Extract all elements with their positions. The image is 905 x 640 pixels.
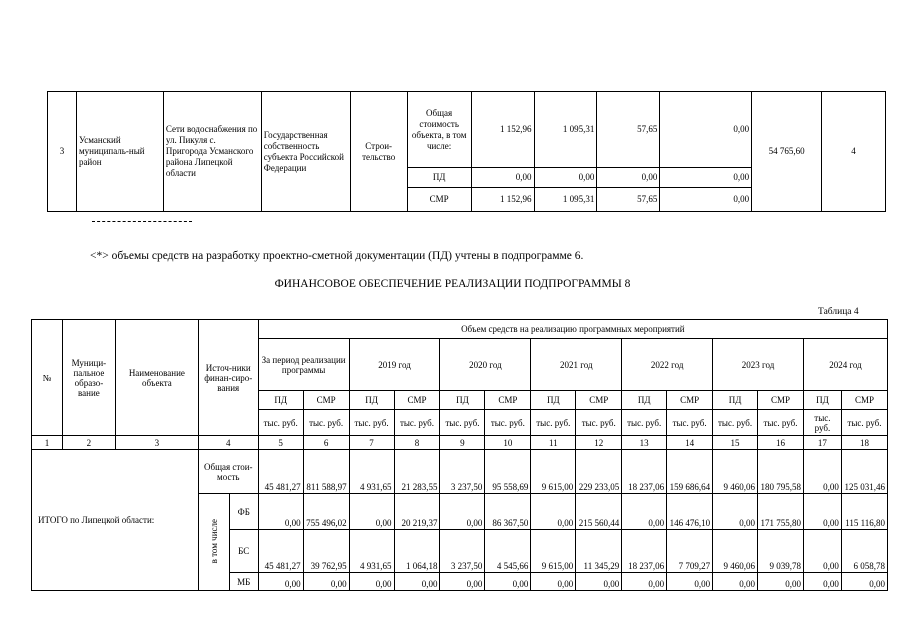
column-number: 8	[394, 436, 440, 450]
source-label: ФБ	[229, 494, 258, 530]
pd-value: 0,00	[660, 168, 752, 188]
column-number: 15	[713, 436, 758, 450]
unit-label: тыс. руб.	[349, 410, 394, 436]
sub-header-pd: ПД	[349, 391, 394, 410]
pd-value: 0,00	[534, 168, 597, 188]
column-number: 11	[531, 436, 576, 450]
source-label: МБ	[229, 573, 258, 591]
column-number: 16	[758, 436, 804, 450]
cost-value: 1 095,31	[534, 92, 597, 168]
value-cell: 18 237,06	[622, 530, 667, 573]
header-source: Источ-ники финан-сиро-вания	[198, 320, 258, 436]
value-cell: 4 931,65	[349, 450, 394, 494]
sub-header-smr: СМР	[841, 391, 887, 410]
value-cell: 0,00	[758, 573, 804, 591]
column-number: 17	[803, 436, 841, 450]
sub-header-pd: ПД	[622, 391, 667, 410]
cost-value: 1 152,96	[471, 92, 534, 168]
header-volume: Объем средств на реализацию программных мероприятий	[258, 320, 887, 339]
pd-value: 0,00	[597, 168, 660, 188]
value-cell: 0,00	[303, 573, 349, 591]
column-number: 6	[303, 436, 349, 450]
column-number: 5	[258, 436, 303, 450]
unit-label: тыс. руб.	[622, 410, 667, 436]
unit-label: тыс. руб.	[485, 410, 531, 436]
value-cell: 95 558,69	[485, 450, 531, 494]
column-number: 4	[198, 436, 258, 450]
sub-header-smr: СМР	[576, 391, 622, 410]
last-cell: 4	[822, 92, 886, 212]
value-cell: 9 460,06	[713, 530, 758, 573]
value-cell: 0,00	[485, 573, 531, 591]
column-number: 3	[115, 436, 198, 450]
period-2020: 2020 год	[440, 339, 531, 391]
value-cell: 0,00	[531, 494, 576, 530]
capacity-cell: 54 765,60	[752, 92, 822, 212]
value-cell: 21 283,55	[394, 450, 440, 494]
unit-label: тыс. руб.	[576, 410, 622, 436]
column-number: 14	[667, 436, 713, 450]
value-cell: 180 795,58	[758, 450, 804, 494]
municipality-cell: Усманский муниципаль-ный район	[76, 92, 163, 212]
smr-value: 1 095,31	[534, 188, 597, 212]
sub-header-pd: ПД	[803, 391, 841, 410]
value-cell: 811 588,97	[303, 450, 349, 494]
project-table	[47, 91, 886, 212]
value-cell: 45 481,27	[258, 450, 303, 494]
sub-header-smr: СМР	[394, 391, 440, 410]
column-number: 1	[32, 436, 63, 450]
sub-header-pd: ПД	[713, 391, 758, 410]
value-cell: 215 560,44	[576, 494, 622, 530]
value-cell: 9 615,00	[531, 450, 576, 494]
value-cell: 3 237,50	[440, 450, 485, 494]
value-cell: 159 686,64	[667, 450, 713, 494]
sub-header-smr: СМР	[303, 391, 349, 410]
value-cell: 229 233,05	[576, 450, 622, 494]
value-cell: 9 460,06	[713, 450, 758, 494]
value-cell: 0,00	[622, 494, 667, 530]
incl-label-cell	[198, 494, 229, 591]
value-cell: 0,00	[394, 573, 440, 591]
value-cell: 0,00	[349, 573, 394, 591]
header-no: №	[32, 320, 63, 436]
value-cell: 0,00	[258, 573, 303, 591]
value-cell: 0,00	[803, 494, 841, 530]
value-cell: 0,00	[531, 573, 576, 591]
value-cell: 115 116,80	[841, 494, 887, 530]
source-label: БС	[229, 530, 258, 573]
value-cell: 6 058,78	[841, 530, 887, 573]
column-number: 2	[62, 436, 115, 450]
value-cell: 7 709,27	[667, 530, 713, 573]
value-cell: 4 545,66	[485, 530, 531, 573]
value-cell: 0,00	[803, 573, 841, 591]
value-cell: 9 039,78	[758, 530, 804, 573]
total-label: ИТОГО по Липецкой области:	[32, 450, 199, 591]
value-cell: 0,00	[803, 450, 841, 494]
period-2023: 2023 год	[713, 339, 804, 391]
cost-label-cell: Общая стоимость объекта, в том числе:	[407, 92, 471, 168]
value-cell: 86 367,50	[485, 494, 531, 530]
section-title: ФИНАНСОВОЕ ОБЕСПЕЧЕНИЕ РЕАЛИЗАЦИИ ПОДПРОГРАММЫ 8	[274, 278, 631, 290]
value-cell: 0,00	[622, 573, 667, 591]
value-cell: 1 064,18	[394, 530, 440, 573]
column-number: 10	[485, 436, 531, 450]
header-municipality: Муници-пальное образо-вание	[62, 320, 115, 436]
value-cell: 0,00	[440, 573, 485, 591]
period-2024: 2024 год	[803, 339, 887, 391]
unit-label: тыс. руб.	[758, 410, 804, 436]
smr-value: 1 152,96	[471, 188, 534, 212]
smr-value: 0,00	[660, 188, 752, 212]
value-cell: 3 237,50	[440, 530, 485, 573]
value-cell: 0,00	[713, 573, 758, 591]
value-cell: 125 031,46	[841, 450, 887, 494]
unit-label: тыс. руб.	[841, 410, 887, 436]
column-number: 13	[622, 436, 667, 450]
value-cell: 0,00	[440, 494, 485, 530]
sub-header-smr: СМР	[485, 391, 531, 410]
value-cell: 146 476,10	[667, 494, 713, 530]
value-cell: 755 496,02	[303, 494, 349, 530]
period-2021: 2021 год	[531, 339, 622, 391]
smr-label: СМР	[407, 188, 471, 212]
cost-value: 0,00	[660, 92, 752, 168]
column-number: 7	[349, 436, 394, 450]
column-number: 9	[440, 436, 485, 450]
unit-label: тыс. руб.	[440, 410, 485, 436]
row-number: 3	[48, 92, 77, 212]
unit-label: тыс. руб.	[303, 410, 349, 436]
value-cell: 45 481,27	[258, 530, 303, 573]
value-cell: 0,00	[803, 530, 841, 573]
smr-value: 57,65	[597, 188, 660, 212]
value-cell: 20 219,37	[394, 494, 440, 530]
unit-label: тыс. руб.	[258, 410, 303, 436]
sub-header-smr: СМР	[758, 391, 804, 410]
unit-label: тыс. руб.	[803, 410, 841, 436]
finance-table	[31, 319, 888, 591]
unit-label: тыс. руб.	[394, 410, 440, 436]
table-label: Таблица 4	[818, 307, 859, 317]
value-cell: 18 237,06	[622, 450, 667, 494]
sub-header-smr: СМР	[667, 391, 713, 410]
incl-label: в том числе	[208, 518, 219, 564]
period-2022: 2022 год	[622, 339, 713, 391]
pd-value: 0,00	[471, 168, 534, 188]
footnote: <*> объемы средств на разработку проектно-сметной документации (ПД) учтены в подпрограмме 6.	[90, 250, 584, 262]
sub-header-pd: ПД	[531, 391, 576, 410]
object-cell: Сети водоснабжения по ул. Пикуля с. Пригорода Усманского района Липецкой области	[163, 92, 261, 212]
value-cell: 0,00	[713, 494, 758, 530]
value-cell: 11 345,29	[576, 530, 622, 573]
value-cell: 0,00	[667, 573, 713, 591]
period-total: За период реализации программы	[258, 339, 349, 391]
value-cell: 0,00	[258, 494, 303, 530]
pd-label: ПД	[407, 168, 471, 188]
work-type-cell: Строи-тельство	[350, 92, 407, 212]
cost-value: 57,65	[597, 92, 660, 168]
sub-header-pd: ПД	[440, 391, 485, 410]
source-label: Общая стои-мость	[198, 450, 258, 494]
period-2019: 2019 год	[349, 339, 440, 391]
column-number: 18	[841, 436, 887, 450]
column-number: 12	[576, 436, 622, 450]
value-cell: 0,00	[349, 494, 394, 530]
unit-label: тыс. руб.	[713, 410, 758, 436]
value-cell: 171 755,80	[758, 494, 804, 530]
unit-label: тыс. руб.	[667, 410, 713, 436]
footnote-rule	[92, 221, 192, 222]
value-cell: 4 931,65	[349, 530, 394, 573]
header-object: Наименование объекта	[115, 320, 198, 436]
unit-label: тыс. руб.	[531, 410, 576, 436]
ownership-cell: Государственная собственность субъекта Российской Федерации	[261, 92, 350, 212]
sub-header-pd: ПД	[258, 391, 303, 410]
value-cell: 0,00	[841, 573, 887, 591]
value-cell: 9 615,00	[531, 530, 576, 573]
value-cell: 39 762,95	[303, 530, 349, 573]
value-cell: 0,00	[576, 573, 622, 591]
